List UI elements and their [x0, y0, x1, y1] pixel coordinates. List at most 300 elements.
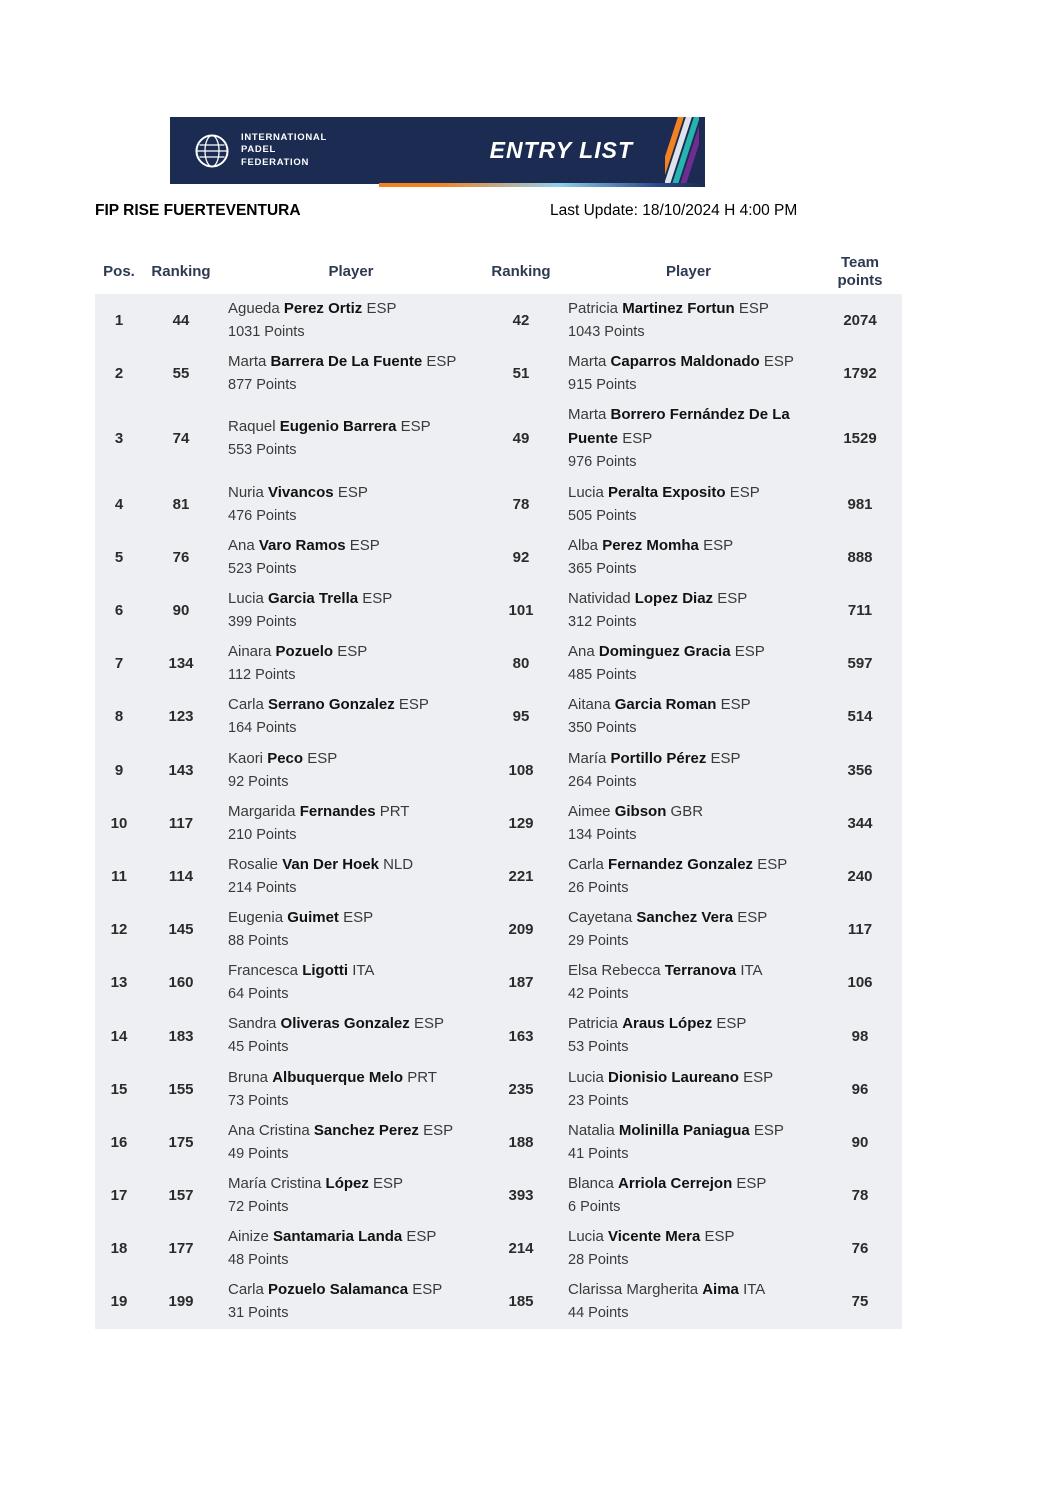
ranking-value: 114 — [168, 867, 194, 885]
team-points-value: 981 — [847, 495, 873, 513]
player-last-name: López — [325, 1175, 369, 1192]
player-name — [228, 415, 477, 439]
banner-gradient-line — [379, 183, 705, 187]
logo-line: FEDERATION — [241, 156, 310, 168]
player-name — [568, 534, 812, 558]
table-row — [95, 744, 902, 797]
table-row — [95, 531, 902, 584]
player-last-name: Eugenio Barrera — [279, 418, 397, 436]
ranking-value: 209 — [508, 921, 534, 939]
player-cell — [219, 800, 483, 847]
player-name — [228, 747, 477, 771]
ipf-logo-wordmark — [241, 132, 327, 169]
player-last-name: Peco — [267, 749, 304, 767]
ranking-value: 183 — [168, 1027, 194, 1045]
pos-value: 17 — [110, 1187, 128, 1205]
player-points: 28 Points — [568, 1252, 629, 1269]
ranking-value: 188 — [508, 1133, 534, 1151]
pos-value: 18 — [110, 1240, 128, 1258]
player-points: 23 Points — [568, 1092, 629, 1109]
player-name — [568, 1172, 812, 1196]
player-name — [568, 297, 812, 321]
banner-stripes-decoration — [665, 117, 699, 184]
document-header — [95, 202, 902, 224]
player-cell — [219, 640, 483, 687]
player-first-name: Eugenia — [228, 909, 284, 927]
player-points: 553 Points — [228, 442, 297, 459]
pos-value: 16 — [110, 1133, 128, 1151]
player-last-name: Varo Ramos — [258, 536, 346, 554]
player-points: 88 Points — [228, 933, 289, 950]
player-name — [228, 481, 477, 505]
player-name — [228, 1012, 477, 1036]
ranking-value: 90 — [172, 602, 190, 620]
player-first-name: Ana Cristina — [228, 1121, 310, 1139]
player-first-name: Blanca — [568, 1175, 614, 1192]
player-first-name: Patricia — [568, 1015, 619, 1033]
player-country-code: ESP — [738, 300, 769, 317]
player-cell — [559, 587, 818, 634]
player-cell — [559, 853, 818, 900]
ranking-value: 185 — [508, 1293, 534, 1311]
player-first-name: Marta — [228, 353, 267, 371]
col-ranking-left: Ranking — [151, 263, 211, 280]
ranking-value: 187 — [508, 974, 534, 992]
ipf-logo — [170, 131, 327, 171]
ranking-value: 214 — [508, 1240, 534, 1258]
player-last-name: Aima — [702, 1281, 739, 1299]
player-name — [568, 906, 812, 930]
pos-value: 6 — [114, 602, 124, 620]
player-last-name: Serrano Gonzalez — [268, 696, 395, 714]
player-last-name: Sanchez Vera — [636, 909, 734, 927]
pos-value: 19 — [110, 1293, 128, 1311]
player-last-name: Dominguez Gracia — [598, 643, 731, 661]
player-first-name: Patricia — [568, 300, 619, 317]
player-country-code: ESP — [734, 643, 765, 661]
player-points: 41 Points — [568, 1145, 629, 1162]
player-name — [228, 959, 477, 983]
ranking-value: 44 — [172, 312, 190, 330]
team-points-value: 1529 — [843, 430, 877, 448]
ranking-value: 145 — [168, 921, 194, 939]
player-cell — [559, 1012, 818, 1059]
player-points: 210 Points — [228, 826, 297, 843]
ranking-value: 175 — [168, 1133, 194, 1151]
team-points-value: 356 — [847, 761, 873, 779]
ranking-value: 393 — [508, 1187, 534, 1205]
player-name — [228, 587, 477, 611]
player-cell — [559, 747, 818, 794]
ranking-value: 157 — [168, 1187, 194, 1205]
team-points-value: 106 — [847, 974, 873, 992]
player-country-code: ESP — [703, 536, 734, 554]
ranking-value: 74 — [172, 430, 190, 448]
player-points: 44 Points — [568, 1305, 629, 1322]
player-first-name: Kaori — [228, 749, 264, 767]
player-points: 64 Points — [228, 986, 289, 1003]
player-country-code: ESP — [720, 696, 751, 714]
player-points: 485 Points — [568, 667, 637, 684]
team-points-value: 711 — [847, 602, 873, 620]
player-points: 350 Points — [568, 720, 637, 737]
table-row — [95, 347, 902, 400]
player-cell — [219, 297, 483, 344]
team-points-value: 514 — [847, 708, 873, 726]
player-name — [228, 534, 477, 558]
player-name — [228, 297, 477, 321]
player-cell — [559, 1119, 818, 1166]
ranking-value: 163 — [508, 1027, 534, 1045]
player-points: 505 Points — [568, 507, 637, 524]
player-first-name: Ana — [228, 536, 255, 554]
player-cell — [559, 350, 818, 397]
ranking-value: 49 — [512, 430, 530, 448]
ranking-value: 42 — [512, 312, 530, 330]
player-cell — [219, 959, 483, 1006]
player-country-code: ESP — [737, 909, 768, 927]
table-row — [95, 1116, 902, 1169]
player-points: 476 Points — [228, 507, 297, 524]
player-name — [228, 350, 477, 374]
player-country-code: GBR — [670, 802, 704, 820]
player-name — [228, 1225, 477, 1249]
ranking-value: 55 — [172, 365, 190, 383]
table-row — [95, 1222, 902, 1275]
player-name — [228, 853, 477, 877]
player-first-name: Francesca — [228, 962, 299, 980]
player-country-code: ESP — [400, 418, 431, 436]
player-cell — [559, 640, 818, 687]
team-points-value: 90 — [851, 1133, 869, 1151]
player-cell — [559, 1278, 818, 1325]
player-points: 214 Points — [228, 879, 297, 896]
player-first-name: Alba — [568, 536, 599, 554]
player-name — [228, 906, 477, 930]
player-last-name: Fernandez Gonzalez — [608, 855, 754, 873]
player-cell — [219, 1012, 483, 1059]
ranking-value: 80 — [512, 655, 530, 673]
player-name — [568, 1278, 812, 1302]
player-cell — [219, 747, 483, 794]
player-last-name: Pozuelo — [275, 643, 334, 661]
player-country-code: ESP — [736, 1175, 767, 1192]
player-last-name: Terranova — [664, 962, 737, 980]
player-country-code: ESP — [337, 643, 368, 661]
player-points: 976 Points — [568, 454, 637, 471]
player-first-name: Carla — [228, 1281, 264, 1299]
player-first-name: Nuria — [228, 483, 264, 501]
player-points: 72 Points — [228, 1199, 289, 1215]
player-cell — [559, 800, 818, 847]
player-last-name: Fernandes — [299, 802, 376, 820]
player-last-name: Santamaria Landa — [273, 1228, 403, 1246]
player-first-name: Cayetana — [568, 909, 633, 927]
player-country-code: ESP — [729, 483, 760, 501]
pos-value: 10 — [110, 814, 128, 832]
player-cell — [559, 1225, 818, 1272]
player-last-name: Vicente Mera — [608, 1228, 701, 1246]
player-last-name: Perez Momha — [602, 536, 699, 554]
player-country-code: ESP — [406, 1228, 437, 1246]
team-points-value: 597 — [847, 655, 873, 673]
team-points-value: 117 — [847, 921, 873, 939]
table-row — [95, 1169, 902, 1222]
team-points-value: 240 — [847, 867, 873, 885]
player-cell — [219, 906, 483, 953]
player-cell — [559, 534, 818, 581]
player-name — [228, 1066, 477, 1090]
pos-value: 13 — [110, 974, 128, 992]
player-first-name: Bruna — [228, 1068, 269, 1086]
player-first-name: Ainize — [228, 1228, 269, 1246]
pos-value: 14 — [110, 1027, 128, 1045]
player-name — [568, 640, 812, 664]
ranking-value: 134 — [168, 655, 194, 673]
ranking-value: 95 — [512, 708, 530, 726]
tournament-title: FIP RISE FUERTEVENTURA — [95, 202, 301, 219]
player-name — [568, 403, 812, 451]
player-first-name: Raquel — [228, 418, 276, 436]
ranking-value: 76 — [172, 548, 190, 566]
player-name — [228, 1278, 477, 1302]
player-name — [228, 1119, 477, 1143]
player-last-name: Lopez Diaz — [634, 589, 714, 607]
ranking-value: 143 — [168, 761, 194, 779]
player-points: 73 Points — [228, 1092, 289, 1109]
table-row — [95, 797, 902, 850]
player-points: 48 Points — [228, 1252, 289, 1269]
logo-line: INTERNATIONAL — [241, 131, 327, 143]
pos-value: 15 — [110, 1080, 128, 1098]
player-cell — [219, 693, 483, 740]
player-name — [568, 587, 812, 611]
player-points: 915 Points — [568, 377, 637, 394]
player-name — [568, 481, 812, 505]
last-update-text: Last Update: 18/10/2024 H 4:00 PM — [550, 202, 798, 219]
player-first-name: Carla — [228, 696, 264, 714]
player-first-name: Elsa Rebecca — [568, 962, 661, 980]
player-country-code: ESP — [757, 855, 788, 873]
player-country-code: ITA — [743, 1281, 766, 1299]
ranking-value: 51 — [512, 365, 530, 383]
player-cell — [219, 1066, 483, 1113]
player-first-name: María Cristina — [228, 1175, 322, 1192]
pos-value: 1 — [114, 312, 124, 330]
player-cell — [559, 1172, 818, 1219]
player-points: 264 Points — [568, 773, 637, 790]
pos-value: 5 — [114, 548, 124, 566]
ranking-value: 78 — [512, 495, 530, 513]
ranking-value: 155 — [168, 1080, 194, 1098]
player-name — [568, 1066, 812, 1090]
player-cell — [559, 693, 818, 740]
player-points: 45 Points — [228, 1039, 289, 1056]
player-last-name: Pozuelo Salamanca — [268, 1281, 409, 1299]
pos-value: 2 — [114, 365, 124, 383]
player-points: 26 Points — [568, 879, 629, 896]
player-cell — [219, 1278, 483, 1325]
col-team-points: Team points — [837, 254, 883, 289]
player-last-name: Borrero Fernández De La Puente — [568, 406, 790, 448]
player-name — [568, 693, 812, 717]
team-points-value: 98 — [851, 1027, 869, 1045]
player-points: 29 Points — [568, 933, 629, 950]
player-first-name: Lucia — [568, 483, 604, 501]
col-pos: Pos. — [103, 263, 135, 280]
player-country-code: ESP — [423, 1121, 454, 1139]
player-last-name: Portillo Pérez — [610, 749, 707, 767]
entry-table — [95, 250, 902, 1329]
ranking-value: 92 — [512, 548, 530, 566]
player-first-name: Lucia — [568, 1068, 604, 1086]
player-cell — [559, 906, 818, 953]
player-country-code: ESP — [343, 909, 374, 927]
player-last-name: Barrera De La Fuente — [270, 353, 423, 371]
player-last-name: Guimet — [287, 909, 339, 927]
player-first-name: Carla — [568, 855, 604, 873]
player-country-code: ESP — [763, 353, 794, 371]
table-body — [95, 294, 902, 1329]
player-first-name: Ainara — [228, 643, 272, 661]
player-name — [228, 693, 477, 717]
team-points-value: 888 — [847, 548, 873, 566]
player-cell — [219, 350, 483, 397]
player-country-code: PRT — [379, 802, 410, 820]
player-name — [568, 1119, 812, 1143]
player-country-code: ESP — [413, 1015, 444, 1033]
player-last-name: Araus López — [622, 1015, 713, 1033]
player-name — [568, 1012, 812, 1036]
player-name — [568, 959, 812, 983]
player-cell — [559, 1066, 818, 1113]
player-country-code: ITA — [740, 962, 763, 980]
player-country-code: ESP — [307, 749, 338, 767]
player-first-name: Agueda — [228, 300, 280, 317]
player-points: 399 Points — [228, 613, 297, 630]
ranking-value: 101 — [508, 602, 534, 620]
ranking-value: 117 — [168, 814, 194, 832]
player-country-code: ESP — [622, 430, 653, 448]
player-points: 112 Points — [228, 667, 296, 684]
player-first-name: Margarida — [228, 802, 296, 820]
player-first-name: Marta — [568, 406, 607, 424]
player-first-name: Clarissa Margherita — [568, 1281, 699, 1299]
table-row — [95, 637, 902, 690]
player-first-name: Rosalie — [228, 855, 279, 873]
ranking-value: 108 — [508, 761, 534, 779]
player-last-name: Caparros Maldonado — [610, 353, 760, 371]
col-ranking-right: Ranking — [491, 263, 551, 280]
player-last-name: Gibson — [614, 802, 667, 820]
player-country-code: ESP — [412, 1281, 443, 1299]
player-country-code: ESP — [373, 1175, 404, 1192]
player-first-name: Natividad — [568, 589, 631, 607]
col-player-left: Player — [328, 263, 374, 280]
pos-value: 11 — [111, 867, 127, 885]
ranking-value: 123 — [168, 708, 194, 726]
player-last-name: Molinilla Paniagua — [618, 1121, 750, 1139]
player-country-code: ESP — [716, 1015, 747, 1033]
table-row — [95, 1063, 902, 1116]
table-row — [95, 850, 902, 903]
ranking-value: 81 — [172, 495, 190, 513]
table-header — [95, 250, 902, 294]
player-cell — [219, 1119, 483, 1166]
player-country-code: ESP — [398, 696, 429, 714]
player-country-code: ESP — [337, 483, 368, 501]
player-points: 92 Points — [228, 773, 289, 790]
entry-list-title: ENTRY LIST — [489, 137, 633, 163]
col-player-right: Player — [665, 263, 712, 280]
player-first-name: Aimee — [568, 802, 611, 820]
ranking-value: 160 — [168, 974, 194, 992]
player-name — [228, 640, 477, 664]
player-country-code: PRT — [407, 1068, 437, 1086]
table-row — [95, 1009, 902, 1062]
player-last-name: Sanchez Perez — [313, 1121, 419, 1139]
player-points: 523 Points — [228, 560, 297, 577]
player-points: 365 Points — [568, 560, 637, 577]
player-points: 49 Points — [228, 1145, 289, 1162]
player-last-name: Van Der Hoek — [282, 855, 379, 873]
player-last-name: Garcia Trella — [268, 589, 359, 607]
logo-line: PADEL — [241, 144, 276, 156]
player-cell — [219, 853, 483, 900]
player-cell — [219, 1172, 483, 1219]
player-name — [568, 800, 812, 824]
team-points-value: 344 — [847, 814, 873, 832]
player-country-code: ESP — [743, 1068, 774, 1086]
pos-value: 8 — [114, 708, 124, 726]
table-row — [95, 478, 902, 531]
entry-list-banner — [170, 117, 705, 184]
player-points: 312 Points — [568, 613, 637, 630]
player-first-name: Lucia — [568, 1228, 604, 1246]
player-cell — [559, 297, 818, 344]
player-last-name: Vivancos — [268, 483, 334, 501]
player-points: 6 Points — [568, 1199, 621, 1215]
player-cell — [219, 415, 483, 462]
player-last-name: Martinez Fortun — [622, 300, 735, 317]
player-last-name: Ligotti — [302, 962, 349, 980]
player-cell — [559, 403, 818, 474]
player-name — [228, 800, 477, 824]
player-last-name: Perez Ortiz — [283, 300, 363, 317]
player-cell — [219, 481, 483, 528]
pos-value: 3 — [114, 430, 124, 448]
player-last-name: Arriola Cerrejon — [618, 1175, 733, 1192]
player-points: 164 Points — [228, 720, 297, 737]
ranking-value: 129 — [508, 814, 534, 832]
ranking-value: 221 — [508, 867, 534, 885]
table-row — [95, 956, 902, 1009]
pos-value: 12 — [110, 921, 128, 939]
team-points-value: 76 — [851, 1240, 869, 1258]
table-row — [95, 1275, 902, 1328]
player-first-name: Aitana — [568, 696, 611, 714]
pos-value: 7 — [114, 655, 124, 673]
player-country-code: NLD — [383, 855, 414, 873]
table-row — [95, 400, 902, 477]
ranking-value: 177 — [168, 1240, 194, 1258]
player-first-name: Natalia — [568, 1121, 615, 1139]
player-country-code: ITA — [352, 962, 375, 980]
player-name — [568, 350, 812, 374]
ranking-value: 235 — [508, 1080, 534, 1098]
team-points-value: 96 — [851, 1080, 869, 1098]
player-points: 42 Points — [568, 986, 629, 1003]
